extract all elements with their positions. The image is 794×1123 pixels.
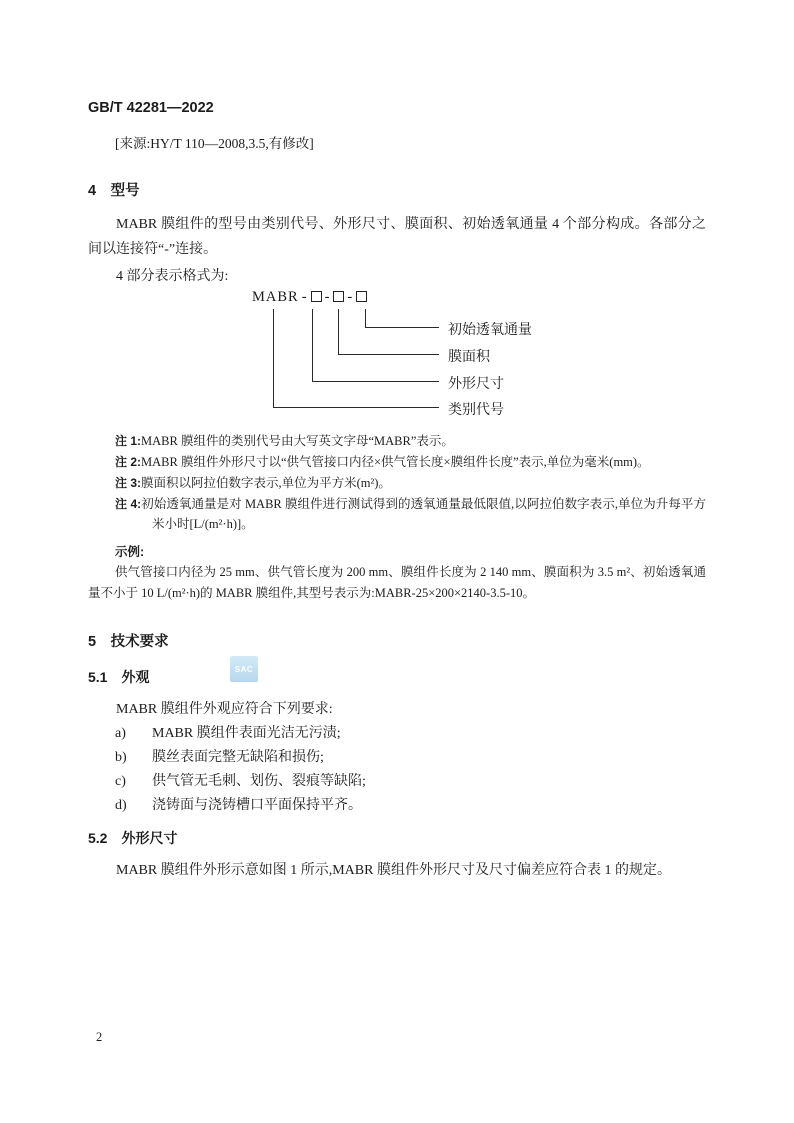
note-1 — [115, 431, 706, 451]
list-item-b-text: 膜丝表面完整无缺陷和损伤; — [152, 750, 324, 765]
model-formula — [252, 289, 367, 306]
section-5-2-heading: 5.2 外形尺寸 — [88, 830, 178, 846]
list-item-d-text: 浇铸面与浇铸槽口平面保持平齐。 — [152, 798, 362, 813]
section-5-1-heading: 5.1 外观 — [88, 669, 150, 685]
example-label: 示例: — [115, 545, 145, 559]
placeholder-box — [356, 291, 367, 302]
list-item-c-marker: c) — [115, 774, 126, 789]
formula-prefix: MABR — [252, 289, 299, 305]
sac-watermark — [230, 656, 258, 682]
note-2 — [115, 452, 706, 472]
note-4-label: 注 4: — [115, 497, 142, 511]
list-item-d — [115, 794, 706, 818]
note-2-label: 注 2: — [115, 455, 142, 469]
list-item-c-text: 供气管无毛刺、划伤、裂痕等缺陷; — [152, 774, 366, 789]
note-3-text: 膜面积以阿拉伯数字表示,单位为平方米(m²)。 — [141, 476, 391, 490]
connector-line — [273, 309, 439, 408]
standard-number: GB/T 42281—2022 — [88, 100, 214, 116]
note-3 — [115, 473, 706, 493]
formula-separator: - — [301, 289, 308, 305]
appearance-requirements-list — [115, 722, 706, 818]
source-note: [来源:HY/T 110—2008,3.5,有修改] — [115, 136, 314, 151]
label-initial-oxygen-flux: 初始透氧通量 — [448, 323, 532, 338]
page-number: 2 — [96, 1030, 103, 1044]
note-4-text: 初始透氧通量是对 MABR 膜组件进行测试得到的透氧通量最低限值,以阿拉伯数字表示,单位为升每平方米小时[L/(m²·h)]。 — [141, 497, 706, 531]
notes-block — [115, 431, 706, 534]
format-lead-paragraph: 4 部分表示格式为: — [116, 269, 229, 284]
label-membrane-area: 膜面积 — [448, 350, 490, 365]
label-external-dimensions: 外形尺寸 — [448, 377, 504, 392]
model-format-diagram — [88, 289, 706, 431]
section-4-intro-paragraph: MABR 膜组件的型号由类别代号、外形尺寸、膜面积、初始透氧通量 4 个部分构成。各部分之间以连接符“-”连接。 — [88, 217, 706, 257]
appearance-intro-paragraph: MABR 膜组件外观应符合下列要求: — [116, 702, 333, 717]
formula-separator: - — [324, 289, 331, 305]
list-item-c — [115, 770, 706, 794]
list-item-a-marker: a) — [115, 726, 126, 741]
list-item-a-text: MABR 膜组件表面光洁无污渍; — [152, 726, 341, 741]
section-5-heading: 5 技术要求 — [88, 634, 169, 650]
list-item-b-marker: b) — [115, 750, 127, 765]
example-text: 供气管接口内径为 25 mm、供气管长度为 200 mm、膜组件长度为 2 140 mm、膜面积为 3.5 m²、初始透氧通量不小于 10 L/(m²·h)的 MABR 膜组件,其型号表示为:MABR-25×200×2140-3.5-10。 — [88, 565, 706, 600]
note-4 — [115, 494, 706, 534]
list-item-b — [115, 746, 706, 770]
dimensions-paragraph: MABR 膜组件外形示意如图 1 所示,MABR 膜组件外形尺寸及尺寸偏差应符合表 1 的规定。 — [116, 863, 671, 878]
note-1-text: MABR 膜组件的类别代号由大写英文字母“MABR”表示。 — [141, 434, 454, 448]
section-4-heading: 4 型号 — [88, 183, 140, 199]
formula-separator: - — [347, 289, 354, 305]
list-item-d-marker: d) — [115, 798, 127, 813]
note-1-label: 注 1: — [115, 434, 142, 448]
placeholder-box — [311, 291, 322, 302]
note-3-label: 注 3: — [115, 476, 142, 490]
label-category-code: 类别代号 — [448, 403, 504, 418]
note-2-text: MABR 膜组件外形尺寸以“供气管接口内径×供气管长度×膜组件长度”表示,单位为毫米(mm)。 — [141, 455, 650, 469]
list-item-a — [115, 722, 706, 746]
sac-watermark-text: SAC — [234, 664, 254, 674]
placeholder-box — [333, 291, 344, 302]
